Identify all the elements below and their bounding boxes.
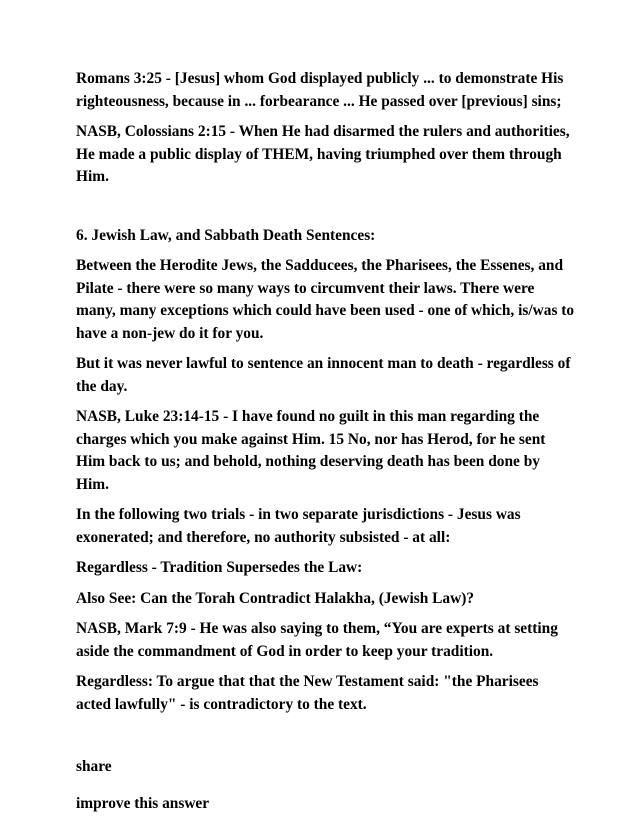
share-link[interactable]: share: [76, 758, 112, 775]
paragraph-tradition: Regardless - Tradition Supersedes the Law:: [76, 559, 363, 576]
paragraph-luke: NASB, Luke 23:14-15 - I have found no guilt in this man regarding the charges which you make against Him. 15 No, nor has Herod, for he sent Him back to us; and behold, nothing deserving death has been done by Him.: [76, 408, 546, 493]
paragraph-two-trials: In the following two trials - in two separate jurisdictions - Jesus was exonerated; and therefore, no authority subsisted - at all:: [76, 506, 521, 546]
paragraph-mark: NASB, Mark 7:9 - He was also saying to them, “You are experts at setting aside the commandment of God in order to keep your tradition.: [76, 620, 558, 660]
section-heading: 6. Jewish Law, and Sabbath Death Sentences:: [76, 226, 376, 244]
paragraph-also-see: Also See: Can the Torah Contradict Halakha, (Jewish Law)?: [76, 589, 475, 607]
paragraph-colossians: NASB, Colossians 2:15 - When He had disarmed the rulers and authorities, He made a public display of THEM, having triumphed over them through Him.: [76, 123, 570, 185]
paragraph-never-lawful: But it was never lawful to sentence an innocent man to death - regardless of the day.: [76, 355, 571, 395]
paragraph-regardless: Regardless: To argue that that the New Testament said: "the Pharisees acted lawfully" - is contradictory to the text.: [76, 673, 539, 713]
improve-answer-link[interactable]: improve this answer: [76, 794, 210, 812]
document-page: [76, 68, 576, 829]
paragraph-romans: Romans 3:25 - [Jesus] whom God displayed publicly ... to demonstrate His righteousness, because in ... forbearance ... He passed over [previous] sins;: [76, 70, 564, 110]
paragraph-herodite: Between the Herodite Jews, the Sadducees, the Pharisees, the Essenes, and Pilate - there were so many ways to circumvent their laws. There were many, many exceptions which could have been used - one of which, is/was to have a non-jew do it for you.: [76, 257, 575, 342]
